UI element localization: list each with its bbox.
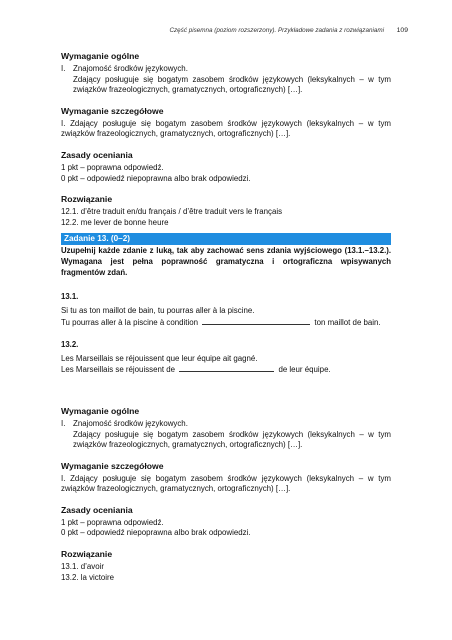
- requirement-line: Znajomość środków językowych.: [73, 64, 188, 73]
- section-heading: Wymaganie ogólne: [61, 405, 140, 416]
- source-sentence: Les Marseillais se réjouissent que leur équipe ait gagné.: [61, 353, 258, 363]
- solution-line: 13.2. la victoire: [61, 572, 115, 582]
- requirement-detail: Zdający posługuje się bogatym zasobem środków językowych (leksykalnych – w tym związków frazeologicznych, gramatycznych, ortograficznych) […].: [73, 429, 391, 450]
- numbered-requirement: [61, 419, 391, 451]
- gap-text-before: Les Marseillais se réjouissent de: [61, 365, 176, 375]
- general-requirement-section: [61, 51, 391, 96]
- solution-section: [61, 194, 391, 228]
- gap-sentence: [61, 317, 391, 329]
- running-header: [60, 27, 408, 39]
- section-heading: Zasady oceniania: [61, 149, 133, 160]
- section-heading: Wymaganie szczegółowe: [61, 460, 164, 471]
- section-heading: Rozwiązanie: [61, 549, 113, 560]
- task-title-bar: Zadanie 13. (0–2): [61, 233, 391, 245]
- scoring-section: [61, 505, 391, 539]
- source-sentence: Si tu as ton maillot de bain, tu pourras aller à la piscine.: [61, 305, 255, 315]
- section-heading: Wymaganie szczegółowe: [61, 105, 164, 116]
- gap-sentence: [61, 364, 391, 376]
- scoring-section: [61, 150, 391, 184]
- specific-requirement-section: [61, 106, 391, 140]
- header-title: Część pisemna (poziom rozszerzony). Przykładowe zadania z rozwiązaniami: [169, 27, 384, 34]
- section-heading: Zasady oceniania: [61, 504, 133, 515]
- requirement-detail: Zdający posługuje się bogatym zasobem środków językowych (leksykalnych – w tym związków frazeologicznych, gramatycznych, ortograficznych) […].: [73, 74, 391, 95]
- section-heading: Rozwiązanie: [61, 194, 113, 205]
- task-item: [61, 292, 391, 328]
- task-instruction: Uzupełnij każde zdanie z luką, tak aby zachować sens zdania wyjściowego (13.1.–13.2.). Wymagana jest pełna poprawność gramatyczna i ortograficzna wpisywanych fragmentów zdań.: [61, 246, 391, 278]
- general-requirement-section: [61, 406, 391, 451]
- item-label: 13.2.: [61, 340, 79, 350]
- section-heading: Wymaganie ogólne: [61, 51, 140, 61]
- solution-line: 12.1. d’être traduit en/du français / d’être traduit vers le français: [61, 207, 283, 217]
- answer-blank[interactable]: [202, 317, 310, 325]
- task-item: [61, 340, 391, 376]
- scoring-line: 1 pkt – poprawna odpowiedź.: [61, 162, 164, 172]
- numbered-requirement: [61, 64, 391, 96]
- item-label: 13.1.: [61, 292, 79, 302]
- gap-text-before: Tu pourras aller à la piscine à condition: [61, 317, 198, 327]
- scoring-line: 0 pkt – odpowiedź niepoprawna albo brak odpowiedzi.: [61, 528, 251, 538]
- scoring-line: 1 pkt – poprawna odpowiedź.: [61, 517, 164, 527]
- solution-line: 13.1. d’avoir: [61, 562, 104, 572]
- requirement-number: I.: [61, 418, 66, 428]
- scoring-line: 0 pkt – odpowiedź niepoprawna albo brak odpowiedzi.: [61, 173, 251, 183]
- requirement-number: I.: [61, 64, 66, 73]
- page-content: [61, 51, 391, 593]
- solution-line: 12.2. me lever de bonne heure: [61, 217, 169, 227]
- requirement-text: I. Zdający posługuje się bogatym zasobem środków językowych (leksykalnych – w tym związków frazeologicznych, gramatycznych, ortograficznych) […].: [61, 473, 391, 494]
- answer-blank[interactable]: [179, 364, 274, 372]
- specific-requirement-section: [61, 461, 391, 495]
- page-number: 109: [396, 27, 408, 34]
- requirement-text: I. Zdający posługuje się bogatym zasobem środków językowych (leksykalnych – w tym związków frazeologicznych, gramatycznych, ortograficznych) […].: [61, 118, 391, 139]
- gap-text-after: de leur équipe.: [278, 365, 331, 375]
- requirement-line: Znajomość środków językowych.: [73, 418, 188, 428]
- solution-section: [61, 549, 391, 583]
- gap-text-after: ton maillot de bain.: [314, 317, 381, 327]
